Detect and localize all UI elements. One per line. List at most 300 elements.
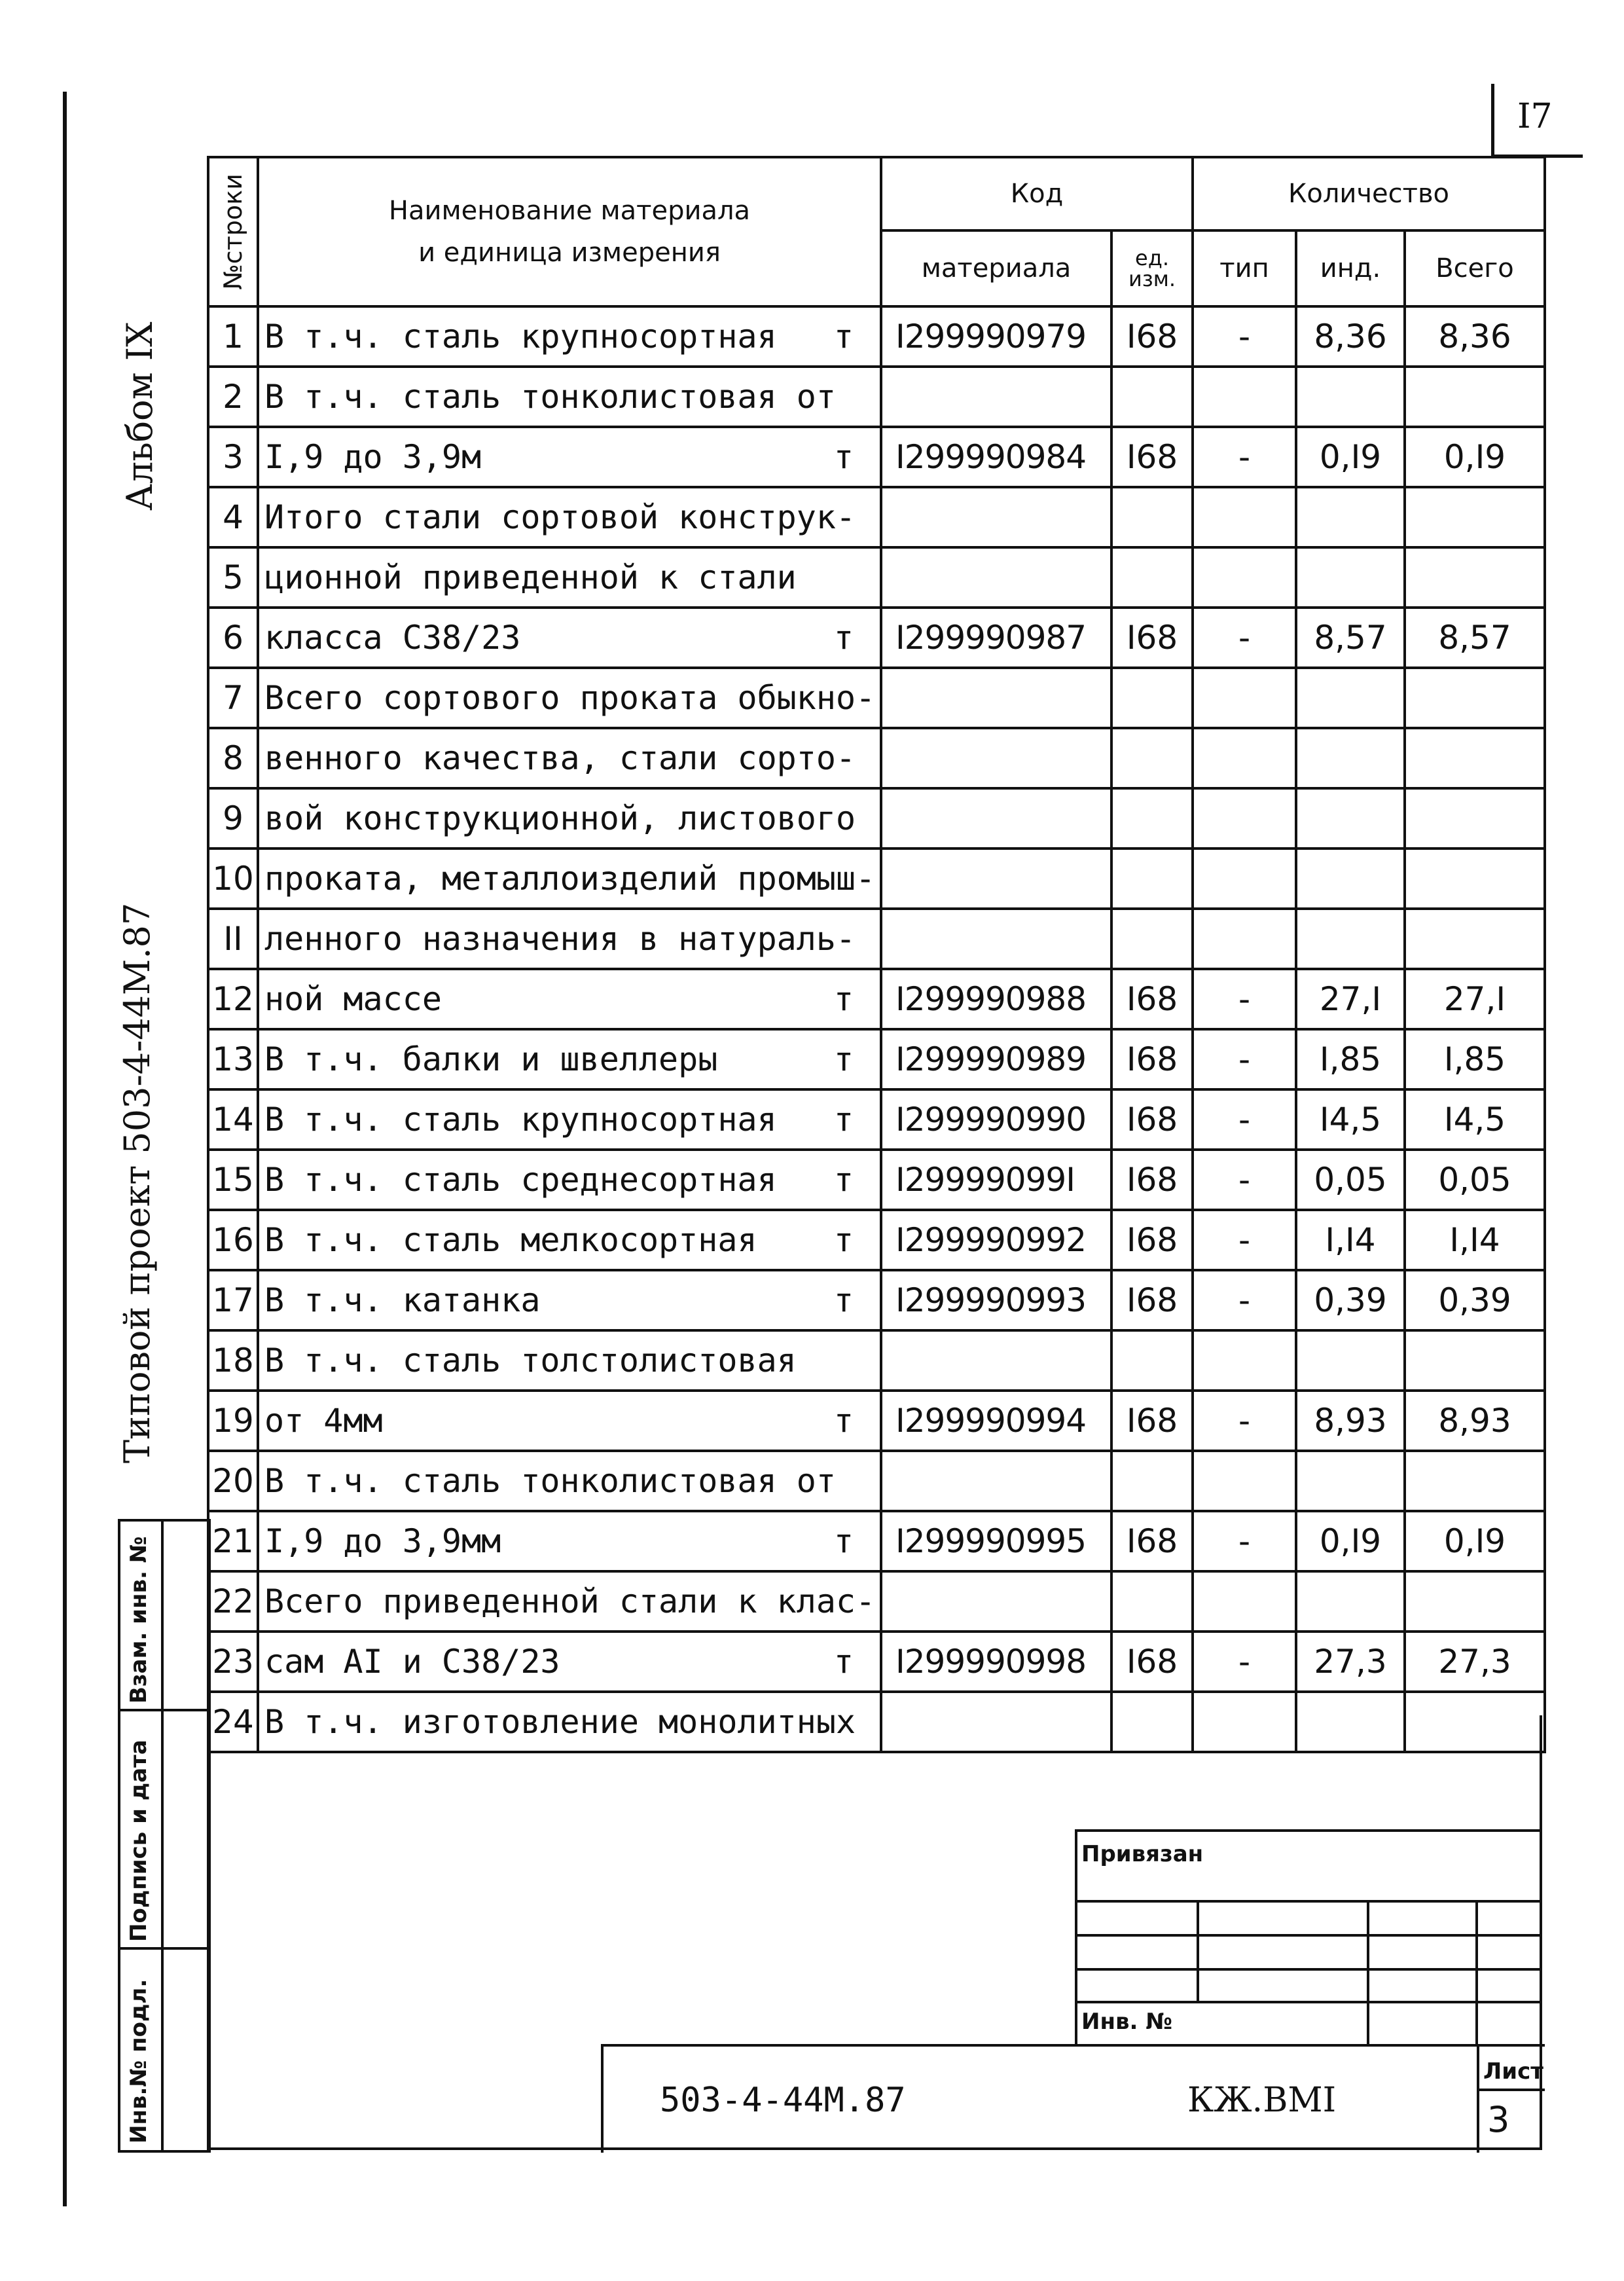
material-code-text: I299990989 (895, 1040, 1087, 1078)
type-cell (1193, 1692, 1296, 1752)
type-cell (1193, 367, 1296, 427)
ind-value (1296, 487, 1405, 547)
priv-line (1075, 1968, 1542, 1971)
unit-code (1111, 1330, 1193, 1391)
table-row (208, 1089, 1545, 1150)
row-number-text: 16 (212, 1221, 254, 1259)
total-value (1405, 788, 1545, 849)
ind-value (1296, 1511, 1405, 1571)
stamp-divider-vertical (161, 1522, 164, 2150)
type-cell (1193, 788, 1296, 849)
unit-code (1111, 608, 1193, 668)
type-cell (1193, 547, 1296, 608)
stamp-vzam-label: Взам. инв. № (126, 1536, 152, 1704)
ind-value-text: I,I4 (1325, 1221, 1376, 1259)
left-stamp (118, 1519, 211, 2153)
material-code-text: I299990998 (895, 1643, 1087, 1681)
material-name (258, 1330, 881, 1391)
material-name-text: I,9 до 3,9м (264, 438, 482, 476)
ind-value-text: I,85 (1319, 1040, 1382, 1078)
table-row (208, 608, 1545, 668)
type-cell (1193, 1451, 1296, 1511)
row-number (208, 969, 258, 1029)
total-value-text: I,85 (1443, 1040, 1506, 1078)
project-label: Типовой проект 503-4-44М.87 (117, 902, 158, 1463)
type-cell (1193, 1029, 1296, 1089)
unit-code (1111, 427, 1193, 487)
table-body (208, 306, 1545, 1752)
unit-label: т (833, 1221, 854, 1259)
priv-border-top (1075, 1829, 1542, 1832)
material-name (258, 547, 881, 608)
row-number (208, 487, 258, 547)
type-cell (1193, 427, 1296, 487)
total-value-text: 0,I9 (1443, 1522, 1506, 1560)
total-value (1405, 1150, 1545, 1210)
unit-code-text: I68 (1126, 619, 1178, 657)
ind-value (1296, 1210, 1405, 1270)
table-row (208, 1692, 1545, 1752)
total-value (1405, 728, 1545, 788)
type-cell (1193, 1330, 1296, 1391)
document-code: 503-4-44М.87 (660, 2081, 906, 2120)
unit-label: т (833, 1161, 854, 1199)
ind-value-text: 0,05 (1314, 1161, 1387, 1199)
material-name-text: ной массе (264, 980, 442, 1018)
material-name-text: В т.ч. сталь среднесортная (264, 1161, 777, 1199)
material-code (881, 1210, 1111, 1270)
material-code (881, 909, 1111, 969)
row-number-text: 23 (212, 1643, 254, 1681)
material-name-text: сам АI и С38/23 (264, 1643, 560, 1681)
unit-code (1111, 728, 1193, 788)
type-cell (1193, 1270, 1296, 1330)
header-row-no: №строки (208, 157, 258, 306)
unit-code-text: I68 (1126, 1402, 1178, 1440)
unit-code (1111, 487, 1193, 547)
material-name (258, 1150, 881, 1210)
total-value (1405, 1210, 1545, 1270)
type-cell (1193, 1150, 1296, 1210)
margin-line (63, 92, 67, 2206)
priv-line (1075, 1900, 1542, 1903)
unit-code (1111, 1511, 1193, 1571)
material-code (881, 608, 1111, 668)
material-code-text: I299990990 (895, 1101, 1087, 1139)
total-value (1405, 427, 1545, 487)
ind-value-text: 8,36 (1314, 318, 1387, 356)
ind-value-text: 0,I9 (1319, 438, 1382, 476)
material-code (881, 547, 1111, 608)
ind-value (1296, 1029, 1405, 1089)
row-number-text: 14 (212, 1101, 254, 1139)
type-cell-text: - (1238, 1643, 1251, 1681)
unit-code (1111, 547, 1193, 608)
material-code (881, 728, 1111, 788)
ind-value-text: 8,93 (1314, 1402, 1387, 1440)
row-number (208, 367, 258, 427)
row-number (208, 547, 258, 608)
unit-code-text: I68 (1126, 318, 1178, 356)
unit-code-text: I68 (1126, 980, 1178, 1018)
unit-code (1111, 1210, 1193, 1270)
unit-code (1111, 1632, 1193, 1692)
total-value (1405, 487, 1545, 547)
total-value (1405, 1270, 1545, 1330)
total-value (1405, 608, 1545, 668)
material-name-text: венного качества, стали сорто- (264, 739, 856, 777)
total-value (1405, 1391, 1545, 1451)
material-name-text: В т.ч. сталь крупносортная (264, 1101, 777, 1139)
unit-code (1111, 849, 1193, 909)
material-name (258, 427, 881, 487)
ind-value (1296, 367, 1405, 427)
material-name-text: В т.ч. изготовление монолитных (264, 1703, 856, 1741)
ind-value (1296, 1330, 1405, 1391)
total-value-text: 8,57 (1438, 619, 1511, 657)
row-number-text: 5 (223, 558, 244, 596)
total-value-text: 0,I9 (1443, 438, 1506, 476)
page-number: I7 (1517, 97, 1553, 136)
material-name-text: I,9 до 3,9мм (264, 1522, 501, 1560)
total-value-text: 8,36 (1438, 318, 1511, 356)
type-cell (1193, 1391, 1296, 1451)
row-number (208, 1632, 258, 1692)
type-cell (1193, 1089, 1296, 1150)
material-code (881, 1029, 1111, 1089)
material-name (258, 1029, 881, 1089)
ind-value (1296, 1391, 1405, 1451)
row-number-text: 24 (212, 1703, 254, 1741)
material-name (258, 728, 881, 788)
table-row (208, 487, 1545, 547)
unit-code (1111, 1270, 1193, 1330)
material-code-text: I299990994 (895, 1402, 1087, 1440)
row-number (208, 1451, 258, 1511)
type-cell (1193, 969, 1296, 1029)
header-code: Код (881, 157, 1193, 230)
material-code (881, 1330, 1111, 1391)
row-number-text: 22 (212, 1582, 254, 1620)
material-code-text: I299990979 (895, 318, 1087, 356)
type-cell-text: - (1238, 980, 1251, 1018)
material-code (881, 969, 1111, 1029)
type-cell-text: - (1238, 438, 1251, 476)
unit-label: т (833, 1101, 854, 1139)
table-row (208, 1210, 1545, 1270)
material-name (258, 1692, 881, 1752)
row-number (208, 668, 258, 728)
type-cell-text: - (1238, 318, 1251, 356)
material-name-text: ционной приведенной к стали (264, 558, 797, 596)
material-code (881, 668, 1111, 728)
type-cell (1193, 909, 1296, 969)
unit-label: т (833, 1402, 854, 1440)
privyazan-block (1075, 1829, 1542, 2044)
row-number-text: 20 (212, 1462, 254, 1500)
ind-value (1296, 788, 1405, 849)
priv-line (1075, 2001, 1542, 2003)
type-cell (1193, 1632, 1296, 1692)
type-cell (1193, 306, 1296, 367)
ind-value (1296, 1089, 1405, 1150)
table-row (208, 306, 1545, 367)
row-number (208, 1511, 258, 1571)
total-value (1405, 1632, 1545, 1692)
unit-label: т (833, 318, 854, 356)
header-total: Всего (1405, 230, 1545, 306)
total-value (1405, 1451, 1545, 1511)
table-row (208, 668, 1545, 728)
ind-value (1296, 1270, 1405, 1330)
row-number-text: 4 (223, 498, 244, 536)
album-label: Альбом IX (119, 321, 160, 511)
total-value-text: 27,3 (1438, 1643, 1511, 1681)
unit-code (1111, 1391, 1193, 1451)
row-number (208, 849, 258, 909)
material-name-text: В т.ч. сталь тонколистовая от (264, 378, 836, 416)
ind-value-text: 0,39 (1314, 1281, 1387, 1319)
material-name-text: Всего сортового проката обыкно- (264, 679, 876, 717)
unit-code (1111, 1571, 1193, 1632)
total-value-text: I4,5 (1443, 1101, 1506, 1139)
row-number-text: 12 (212, 980, 254, 1018)
row-number-text: 17 (212, 1281, 254, 1319)
material-name (258, 1511, 881, 1571)
type-cell (1193, 1571, 1296, 1632)
row-number-text: 1 (223, 318, 244, 356)
row-number-text: 7 (223, 679, 244, 717)
ind-value (1296, 969, 1405, 1029)
stamp-divider (120, 1709, 208, 1711)
material-name-text: В т.ч. балки и швеллеры (264, 1040, 718, 1078)
total-value (1405, 1571, 1545, 1632)
row-number-text: 19 (212, 1402, 254, 1440)
material-name (258, 487, 881, 547)
ind-value (1296, 1571, 1405, 1632)
row-number-text: 10 (212, 860, 254, 898)
material-code-text: I299990984 (895, 438, 1087, 476)
row-number-text: 18 (212, 1341, 254, 1379)
row-number (208, 1089, 258, 1150)
material-name (258, 1210, 881, 1270)
material-name (258, 668, 881, 728)
row-number (208, 306, 258, 367)
materials-table (207, 156, 1546, 1753)
material-name-text: В т.ч. сталь мелкосортная (264, 1221, 757, 1259)
ind-value-text: I4,5 (1319, 1101, 1382, 1139)
table-row (208, 367, 1545, 427)
type-cell-text: - (1238, 1522, 1251, 1560)
unit-code (1111, 1451, 1193, 1511)
row-number (208, 1150, 258, 1210)
material-name-text: ленного назначения в натураль- (264, 920, 856, 958)
type-cell (1193, 728, 1296, 788)
total-value (1405, 909, 1545, 969)
title-block (601, 2044, 1545, 2153)
type-cell (1193, 1210, 1296, 1270)
stamp-podpis-label: Подпись и дата (126, 1740, 152, 1942)
row-number-text: 2 (223, 378, 244, 416)
unit-label: т (833, 1281, 854, 1319)
total-value (1405, 668, 1545, 728)
unit-code-text: I68 (1126, 1221, 1178, 1259)
material-name (258, 367, 881, 427)
table-row (208, 427, 1545, 487)
row-number (208, 1029, 258, 1089)
ind-value (1296, 668, 1405, 728)
material-code (881, 1632, 1111, 1692)
table-row (208, 909, 1545, 969)
ind-value-text: 27,3 (1314, 1643, 1387, 1681)
table-row (208, 1571, 1545, 1632)
material-name-text: проката, металлоизделий промыш- (264, 860, 876, 898)
header-type: тип (1193, 230, 1296, 306)
table-row (208, 849, 1545, 909)
unit-code (1111, 1692, 1193, 1752)
type-cell (1193, 668, 1296, 728)
material-name-text: Итого стали сортовой конструк- (264, 498, 856, 536)
unit-code-text: I68 (1126, 1040, 1178, 1078)
material-code (881, 1150, 1111, 1210)
ind-value (1296, 728, 1405, 788)
priv-line (1075, 1934, 1542, 1937)
total-value (1405, 367, 1545, 427)
ind-value (1296, 1692, 1405, 1752)
material-code (881, 1451, 1111, 1511)
row-number (208, 1571, 258, 1632)
type-cell-text: - (1238, 1161, 1251, 1199)
table-row (208, 1270, 1545, 1330)
total-value (1405, 849, 1545, 909)
row-number (208, 909, 258, 969)
ind-value (1296, 1150, 1405, 1210)
total-value (1405, 1089, 1545, 1150)
unit-label: т (833, 1643, 854, 1681)
ind-value-text: 8,57 (1314, 619, 1387, 657)
material-name (258, 1089, 881, 1150)
header-name: Наименование материала и единица измерения (258, 157, 881, 306)
material-code-text: I299990993 (895, 1281, 1087, 1319)
unit-label: т (833, 1040, 854, 1078)
row-number-text: 8 (223, 739, 244, 777)
unit-code (1111, 1029, 1193, 1089)
total-value (1405, 969, 1545, 1029)
material-code-text: I299990988 (895, 980, 1087, 1018)
ind-value (1296, 306, 1405, 367)
unit-label: т (833, 438, 854, 476)
material-code (881, 849, 1111, 909)
total-value (1405, 306, 1545, 367)
table-row (208, 1330, 1545, 1391)
material-name (258, 1632, 881, 1692)
material-name-text: Всего приведенной стали к клас- (264, 1582, 876, 1620)
table-row (208, 1029, 1545, 1089)
frame-left (207, 1715, 209, 2150)
material-name (258, 1391, 881, 1451)
header-unit: ед. изм. (1111, 230, 1193, 306)
total-value (1405, 547, 1545, 608)
ind-value (1296, 909, 1405, 969)
material-name (258, 1571, 881, 1632)
unit-label: т (833, 619, 854, 657)
ind-value-text: 0,I9 (1319, 1522, 1382, 1560)
inv-label: Инв. № (1081, 2009, 1173, 2035)
material-name (258, 909, 881, 969)
unit-code (1111, 367, 1193, 427)
priv-border-left (1075, 1829, 1077, 2044)
table-row (208, 1451, 1545, 1511)
type-cell (1193, 849, 1296, 909)
total-value-text: 27,I (1443, 980, 1506, 1018)
unit-code (1111, 788, 1193, 849)
unit-code-text: I68 (1126, 1101, 1178, 1139)
priv-col (1197, 1900, 1199, 2003)
type-cell-text: - (1238, 1402, 1251, 1440)
material-name (258, 1270, 881, 1330)
unit-code (1111, 668, 1193, 728)
unit-code (1111, 1089, 1193, 1150)
type-cell-text: - (1238, 619, 1251, 657)
material-code (881, 487, 1111, 547)
material-code-text: I299990992 (895, 1221, 1087, 1259)
table-row (208, 1632, 1545, 1692)
row-number (208, 608, 258, 668)
material-code (881, 306, 1111, 367)
material-code (881, 1692, 1111, 1752)
unit-code-text: I68 (1126, 1161, 1178, 1199)
unit-code (1111, 1150, 1193, 1210)
row-number (208, 1210, 258, 1270)
sheet-label: Лист (1483, 2058, 1543, 2085)
material-code-text: I299990987 (895, 619, 1087, 657)
material-code (881, 427, 1111, 487)
row-number (208, 788, 258, 849)
material-name-text: класса С38/23 (264, 619, 521, 657)
row-number (208, 1270, 258, 1330)
priv-col (1475, 1900, 1478, 2044)
material-name (258, 608, 881, 668)
ind-value (1296, 1451, 1405, 1511)
row-number-text: 21 (212, 1522, 254, 1560)
page-number-frame (1491, 84, 1494, 156)
material-code-text: I29999099I (895, 1161, 1075, 1199)
row-number (208, 1330, 258, 1391)
material-code (881, 1089, 1111, 1150)
material-name-text: В т.ч. катанка (264, 1281, 541, 1319)
privyazan-label: Привязан (1081, 1841, 1204, 1867)
priv-col (1367, 1900, 1369, 2044)
total-value-text: I,I4 (1449, 1221, 1500, 1259)
total-value (1405, 1511, 1545, 1571)
stamp-divider (120, 1947, 208, 1950)
material-name (258, 1451, 881, 1511)
ind-value (1296, 849, 1405, 909)
row-number-text: 13 (212, 1040, 254, 1078)
total-value-text: 0,39 (1438, 1281, 1511, 1319)
unit-code (1111, 306, 1193, 367)
material-name (258, 849, 881, 909)
total-value-text: 8,93 (1438, 1402, 1511, 1440)
row-number (208, 1692, 258, 1752)
sheet-number: 3 (1487, 2099, 1510, 2140)
table-row (208, 1511, 1545, 1571)
material-name-text: вой конструкционной, листового (264, 799, 856, 837)
material-code-text: I299990995 (895, 1522, 1087, 1560)
total-value (1405, 1330, 1545, 1391)
total-value (1405, 1029, 1545, 1089)
type-cell-text: - (1238, 1101, 1251, 1139)
